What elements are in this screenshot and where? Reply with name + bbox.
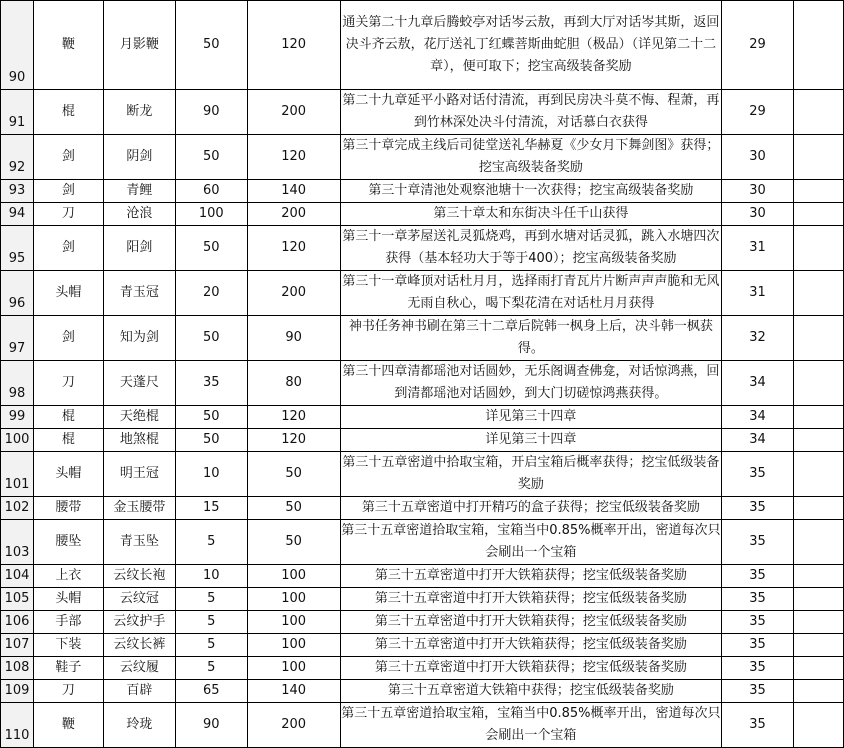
acquisition-cell[interactable]: 第三十四章清都瑶池对话圆妙，无乐阁调查佛龛，对话惊鸿燕，回到清都瑶池对话圆妙，到大门切磋惊鸿燕获得。: [340, 361, 722, 406]
stat-b-cell[interactable]: 50: [247, 497, 340, 520]
stat-a-cell[interactable]: 5: [175, 657, 247, 680]
item-name-cell[interactable]: 云纹护手: [103, 611, 175, 634]
acquisition-cell[interactable]: 第三十五章密道中拾取宝箱，开启宝箱后概率获得；挖宝低级装备奖励: [340, 452, 722, 497]
table-row[interactable]: [1, 497, 844, 520]
acquisition-cell[interactable]: 通关第二十九章后腾蛟亭对话岑云敖，再到大厅对话岑其斯，返回决斗齐云敖，花厅送礼丁红蝶菩斯曲蛇胆（极品）（详见第二十二章），便可取下；挖宝高级装备奖励: [340, 1, 722, 90]
item-name-cell[interactable]: 云纹履: [103, 657, 175, 680]
stat-a-cell[interactable]: 5: [175, 611, 247, 634]
table-row[interactable]: [1, 135, 844, 180]
stat-b-cell[interactable]: 120: [247, 406, 340, 429]
empty-cell[interactable]: [794, 565, 844, 588]
item-name-cell[interactable]: 月影鞭: [103, 1, 175, 90]
item-name-cell[interactable]: 沧浪: [103, 203, 175, 226]
item-name-cell[interactable]: 断龙: [103, 90, 175, 135]
table-row[interactable]: [1, 634, 844, 657]
row-number-cell[interactable]: 109: [1, 680, 34, 703]
table-row[interactable]: [1, 588, 844, 611]
acquisition-cell[interactable]: 第三十五章密道拾取宝箱，宝箱当中0.85%概率开出，密道每次只会刷出一个宝箱: [340, 703, 722, 748]
table-row[interactable]: [1, 703, 844, 748]
row-number-cell[interactable]: 95: [1, 226, 34, 271]
stat-a-cell[interactable]: 60: [175, 180, 247, 203]
chapter-cell[interactable]: 35: [722, 497, 794, 520]
empty-cell[interactable]: [794, 680, 844, 703]
empty-cell[interactable]: [794, 657, 844, 680]
chapter-cell[interactable]: 34: [722, 361, 794, 406]
type-cell[interactable]: 头帽: [33, 452, 103, 497]
chapter-cell[interactable]: 35: [722, 634, 794, 657]
stat-b-cell[interactable]: 100: [247, 565, 340, 588]
stat-b-cell[interactable]: 100: [247, 657, 340, 680]
row-number-cell[interactable]: 106: [1, 611, 34, 634]
row-number-cell[interactable]: 90: [1, 1, 34, 90]
stat-a-cell[interactable]: 20: [175, 271, 247, 316]
empty-cell[interactable]: [794, 703, 844, 748]
stat-b-cell[interactable]: 120: [247, 135, 340, 180]
table-row[interactable]: [1, 226, 844, 271]
table-row[interactable]: [1, 90, 844, 135]
chapter-cell[interactable]: 35: [722, 703, 794, 748]
row-number-cell[interactable]: 105: [1, 588, 34, 611]
type-cell[interactable]: 棍: [33, 406, 103, 429]
type-cell[interactable]: 剑: [33, 180, 103, 203]
stat-a-cell[interactable]: 100: [175, 203, 247, 226]
table-row[interactable]: [1, 429, 844, 452]
item-name-cell[interactable]: 青玉坠: [103, 520, 175, 565]
acquisition-cell[interactable]: 第三十五章密道中打开大铁箱获得；挖宝低级装备奖励: [340, 611, 722, 634]
table-row[interactable]: [1, 361, 844, 406]
row-number-cell[interactable]: 107: [1, 634, 34, 657]
item-name-cell[interactable]: 云纹长袍: [103, 565, 175, 588]
stat-b-cell[interactable]: 200: [247, 271, 340, 316]
chapter-cell[interactable]: 35: [722, 657, 794, 680]
chapter-cell[interactable]: 35: [722, 588, 794, 611]
row-number-cell[interactable]: 101: [1, 452, 34, 497]
stat-a-cell[interactable]: 90: [175, 703, 247, 748]
empty-cell[interactable]: [794, 135, 844, 180]
row-number-cell[interactable]: 93: [1, 180, 34, 203]
table-row[interactable]: [1, 271, 844, 316]
chapter-cell[interactable]: 35: [722, 565, 794, 588]
stat-a-cell[interactable]: 5: [175, 520, 247, 565]
stat-a-cell[interactable]: 50: [175, 316, 247, 361]
row-number-cell[interactable]: 103: [1, 520, 34, 565]
stat-a-cell[interactable]: 35: [175, 361, 247, 406]
type-cell[interactable]: 腰带: [33, 497, 103, 520]
stat-a-cell[interactable]: 50: [175, 429, 247, 452]
stat-b-cell[interactable]: 100: [247, 611, 340, 634]
stat-b-cell[interactable]: 90: [247, 316, 340, 361]
stat-a-cell[interactable]: 15: [175, 497, 247, 520]
acquisition-cell[interactable]: 第二十九章延平小路对话付清流，再到民房决斗莫不悔、程萧，再到竹林深处决斗付清流，对话慕白衣获得: [340, 90, 722, 135]
item-name-cell[interactable]: 青鲤: [103, 180, 175, 203]
chapter-cell[interactable]: 35: [722, 680, 794, 703]
chapter-cell[interactable]: 30: [722, 203, 794, 226]
row-number-cell[interactable]: 99: [1, 406, 34, 429]
table-row[interactable]: [1, 406, 844, 429]
row-number-cell[interactable]: 94: [1, 203, 34, 226]
type-cell[interactable]: 下装: [33, 634, 103, 657]
row-number-cell[interactable]: 91: [1, 90, 34, 135]
type-cell[interactable]: 腰坠: [33, 520, 103, 565]
chapter-cell[interactable]: 32: [722, 316, 794, 361]
type-cell[interactable]: 剑: [33, 135, 103, 180]
chapter-cell[interactable]: 34: [722, 406, 794, 429]
item-name-cell[interactable]: 百辟: [103, 680, 175, 703]
acquisition-cell[interactable]: 第三十一章茅屋送礼灵狐烧鸡，再到水塘对话灵狐，跳入水塘四次获得（基本轻功大于等于400）；挖宝高级装备奖励: [340, 226, 722, 271]
chapter-cell[interactable]: 35: [722, 611, 794, 634]
row-number-cell[interactable]: 96: [1, 271, 34, 316]
empty-cell[interactable]: [794, 634, 844, 657]
type-cell[interactable]: 刀: [33, 203, 103, 226]
type-cell[interactable]: 手部: [33, 611, 103, 634]
type-cell[interactable]: 剑: [33, 226, 103, 271]
table-row[interactable]: [1, 1, 844, 90]
table-row[interactable]: [1, 180, 844, 203]
stat-b-cell[interactable]: 200: [247, 203, 340, 226]
stat-a-cell[interactable]: 65: [175, 680, 247, 703]
stat-b-cell[interactable]: 50: [247, 452, 340, 497]
stat-a-cell[interactable]: 50: [175, 406, 247, 429]
item-name-cell[interactable]: 天绝棍: [103, 406, 175, 429]
table-row[interactable]: [1, 565, 844, 588]
stat-b-cell[interactable]: 120: [247, 1, 340, 90]
stat-b-cell[interactable]: 120: [247, 226, 340, 271]
chapter-cell[interactable]: 35: [722, 520, 794, 565]
empty-cell[interactable]: [794, 452, 844, 497]
acquisition-cell[interactable]: 第三十五章密道大铁箱中获得；挖宝低级装备奖励: [340, 680, 722, 703]
type-cell[interactable]: 刀: [33, 361, 103, 406]
stat-b-cell[interactable]: 50: [247, 520, 340, 565]
table-row[interactable]: [1, 680, 844, 703]
item-name-cell[interactable]: 青玉冠: [103, 271, 175, 316]
chapter-cell[interactable]: 29: [722, 1, 794, 90]
acquisition-cell[interactable]: 第三十五章密道中打开大铁箱获得；挖宝低级装备奖励: [340, 588, 722, 611]
acquisition-cell[interactable]: 详见第三十四章: [340, 429, 722, 452]
stat-b-cell[interactable]: 80: [247, 361, 340, 406]
stat-b-cell[interactable]: 120: [247, 429, 340, 452]
stat-a-cell[interactable]: 90: [175, 90, 247, 135]
empty-cell[interactable]: [794, 588, 844, 611]
stat-a-cell[interactable]: 50: [175, 1, 247, 90]
type-cell[interactable]: 剑: [33, 316, 103, 361]
acquisition-cell[interactable]: 第三十五章密道中打开大铁箱获得；挖宝低级装备奖励: [340, 565, 722, 588]
empty-cell[interactable]: [794, 520, 844, 565]
table-row[interactable]: [1, 520, 844, 565]
empty-cell[interactable]: [794, 180, 844, 203]
stat-b-cell[interactable]: 140: [247, 180, 340, 203]
table-body: [1, 1, 844, 748]
stat-b-cell[interactable]: 100: [247, 634, 340, 657]
row-number-cell[interactable]: 97: [1, 316, 34, 361]
type-cell[interactable]: 鞭: [33, 703, 103, 748]
item-name-cell[interactable]: 明王冠: [103, 452, 175, 497]
item-name-cell[interactable]: 云纹长裤: [103, 634, 175, 657]
row-number-cell[interactable]: 110: [1, 703, 34, 748]
type-cell[interactable]: 头帽: [33, 271, 103, 316]
type-cell[interactable]: 上衣: [33, 565, 103, 588]
empty-cell[interactable]: [794, 271, 844, 316]
stat-b-cell[interactable]: 100: [247, 588, 340, 611]
acquisition-cell[interactable]: 第三十五章密道中打开大铁箱获得；挖宝低级装备奖励: [340, 634, 722, 657]
row-number-cell[interactable]: 102: [1, 497, 34, 520]
item-name-cell[interactable]: 阳剑: [103, 226, 175, 271]
acquisition-cell[interactable]: 第三十章太和东街决斗任千山获得: [340, 203, 722, 226]
empty-cell[interactable]: [794, 406, 844, 429]
type-cell[interactable]: 刀: [33, 680, 103, 703]
table-row[interactable]: [1, 657, 844, 680]
row-number-cell[interactable]: 98: [1, 361, 34, 406]
item-name-cell[interactable]: 天蓬尺: [103, 361, 175, 406]
acquisition-cell[interactable]: 第三十一章峰顶对话杜月月，选择雨打青瓦片片断声声声脆和无风无雨自秋心，喝下梨花清在对话杜月月获得: [340, 271, 722, 316]
table-row[interactable]: [1, 611, 844, 634]
acquisition-cell[interactable]: 第三十章完成主线后司徒堂送礼华赫夏《少女月下舞剑图》获得；挖宝高级装备奖励: [340, 135, 722, 180]
table-row[interactable]: [1, 203, 844, 226]
empty-cell[interactable]: [794, 611, 844, 634]
stat-a-cell[interactable]: 50: [175, 135, 247, 180]
item-name-cell[interactable]: 知为剑: [103, 316, 175, 361]
item-name-cell[interactable]: 云纹冠: [103, 588, 175, 611]
stat-a-cell[interactable]: 5: [175, 634, 247, 657]
stat-a-cell[interactable]: 50: [175, 226, 247, 271]
stat-a-cell[interactable]: 10: [175, 452, 247, 497]
empty-cell[interactable]: [794, 429, 844, 452]
empty-cell[interactable]: [794, 497, 844, 520]
stat-b-cell[interactable]: 200: [247, 703, 340, 748]
item-name-cell[interactable]: 地煞棍: [103, 429, 175, 452]
acquisition-cell[interactable]: 详见第三十四章: [340, 406, 722, 429]
row-number-cell[interactable]: 108: [1, 657, 34, 680]
type-cell[interactable]: 棍: [33, 90, 103, 135]
type-cell[interactable]: 棍: [33, 429, 103, 452]
empty-cell[interactable]: [794, 203, 844, 226]
empty-cell[interactable]: [794, 90, 844, 135]
chapter-cell[interactable]: 34: [722, 429, 794, 452]
acquisition-cell[interactable]: 第三十五章密道拾取宝箱，宝箱当中0.85%概率开出，密道每次只会刷出一个宝箱: [340, 520, 722, 565]
chapter-cell[interactable]: 29: [722, 90, 794, 135]
acquisition-cell[interactable]: 第三十五章密道中打开精巧的盒子获得；挖宝低级装备奖励: [340, 497, 722, 520]
row-number-cell[interactable]: 104: [1, 565, 34, 588]
item-name-cell[interactable]: 金玉腰带: [103, 497, 175, 520]
empty-cell[interactable]: [794, 1, 844, 90]
chapter-cell[interactable]: 30: [722, 180, 794, 203]
chapter-cell[interactable]: 35: [722, 452, 794, 497]
stat-a-cell[interactable]: 10: [175, 565, 247, 588]
type-cell[interactable]: 鞋子: [33, 657, 103, 680]
table-row[interactable]: [1, 316, 844, 361]
stat-b-cell[interactable]: 200: [247, 90, 340, 135]
row-number-cell[interactable]: 92: [1, 135, 34, 180]
item-name-cell[interactable]: 玲珑: [103, 703, 175, 748]
empty-cell[interactable]: [794, 316, 844, 361]
chapter-cell[interactable]: 31: [722, 271, 794, 316]
type-cell[interactable]: 头帽: [33, 588, 103, 611]
item-name-cell[interactable]: 阴剑: [103, 135, 175, 180]
empty-cell[interactable]: [794, 361, 844, 406]
chapter-cell[interactable]: 30: [722, 135, 794, 180]
empty-cell[interactable]: [794, 226, 844, 271]
chapter-cell[interactable]: 31: [722, 226, 794, 271]
acquisition-cell[interactable]: 神书任务神书刷在第三十二章后院韩一枫身上后，决斗韩一枫获得。: [340, 316, 722, 361]
stat-b-cell[interactable]: 140: [247, 680, 340, 703]
stat-a-cell[interactable]: 5: [175, 588, 247, 611]
acquisition-cell[interactable]: 第三十章清池处观察池塘十一次获得；挖宝高级装备奖励: [340, 180, 722, 203]
type-cell[interactable]: 鞭: [33, 1, 103, 90]
row-number-cell[interactable]: 100: [1, 429, 34, 452]
table-row[interactable]: [1, 452, 844, 497]
acquisition-cell[interactable]: 第三十五章密道中打开大铁箱获得；挖宝低级装备奖励: [340, 657, 722, 680]
